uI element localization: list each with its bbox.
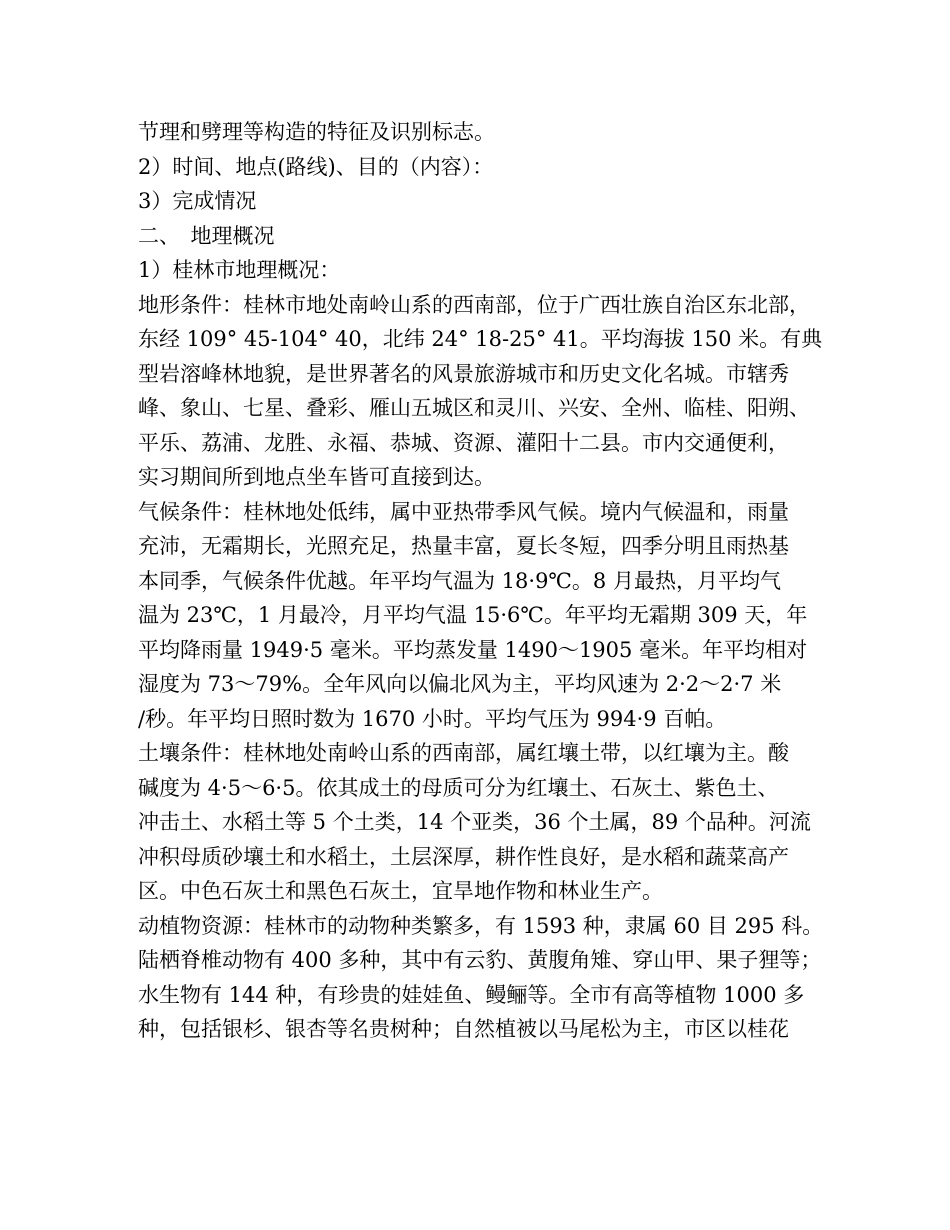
text-line: 东经 109° 45-104° 40，北纬 24° 18-25° 41。平均海拔 150 米。有典 [138,327,823,351]
list-item-time-location: 2）时间、地点(路线)、目的（内容）： [138,154,494,179]
text-line: 地形条件：桂林市地处南岭山系的西南部，位于广西壮族自治区东北部， [138,292,810,317]
section-heading-geography: 二、 地理概况 [138,223,275,248]
document-body [138,115,828,1047]
text-line: 区。中色石灰土和黑色石灰土，宜旱地作物和林业生产。 [138,879,663,903]
text-line: 冲积母质砂壤土和水稻土，土层深厚，耕作性良好，是水稻和蔬菜高产 [138,844,789,869]
list-item-completion: 3）完成情况 [138,189,257,213]
text-line: 动植物资源：桂林市的动物种类繁多，有 1593 种，隶属 60 目 295 科。 [138,913,824,938]
text-line: /秒。年平均日照时数为 1670 小时。平均气压为 994·9 百帕。 [138,706,727,731]
text-line: 冲击土、水稻土等 5 个土类，14 个亚类，36 个土属，89 个品种。河流 [138,810,811,834]
text-line: 本同季，气候条件优越。年平均气温为 18·9℃。8 月最热，月平均气 [138,568,781,593]
text-line: 型岩溶峰林地貌，是世界著名的风景旅游城市和历史文化名城。市辖秀 [138,361,789,386]
text-line: 实习期间所到地点坐车皆可直接到达。 [138,465,495,489]
subsection-heading-guilin: 1）桂林市地理概况： [138,258,341,282]
text-line: 碱度为 4·5～6·5。依其成土的母质可分为红壤土、石灰土、紫色土、 [138,775,779,800]
text-line: 节理和劈理等构造的特征及识别标志。 [138,120,495,144]
text-line: 温为 23℃，1 月最冷，月平均气温 15·6℃。年平均无霜期 309 天，年 [138,603,808,627]
text-line: 土壤条件：桂林地处南岭山系的西南部，属红壤土带，以红壤为主。酸 [138,741,789,765]
text-line: 湿度为 73～79%。全年风向以偏北风为主，平均风速为 2·2～2·7 米 [138,672,782,696]
text-line: 充沛，无霜期长，光照充足，热量丰富，夏长冬短，四季分明且雨热基 [138,534,789,558]
text-line: 种，包括银杉、银杏等名贵树种；自然植被以马尾松为主，市区以桂花 [138,1017,789,1041]
text-line: 平均降雨量 1949·5 毫米。平均蒸发量 1490～1905 毫米。年平均相对 [138,637,808,662]
text-line: 峰、象山、七星、叠彩、雁山五城区和灵川、兴安、全州、临桂、阳朔、 [138,396,810,420]
text-line: 陆栖脊椎动物有 400 多种，其中有云豹、黄腹角雉、穿山甲、果子狸等； [138,948,822,972]
text-line: 气候条件：桂林地处低纬，属中亚热带季风气候。境内气候温和，雨量 [138,499,789,524]
text-line: 平乐、荔浦、龙胜、永福、恭城、资源、灌阳十二县。市内交通便利， [138,430,789,455]
text-line: 水生物有 144 种，有珍贵的娃娃鱼、鳗鲡等。全市有高等植物 1000 多 [138,982,805,1007]
